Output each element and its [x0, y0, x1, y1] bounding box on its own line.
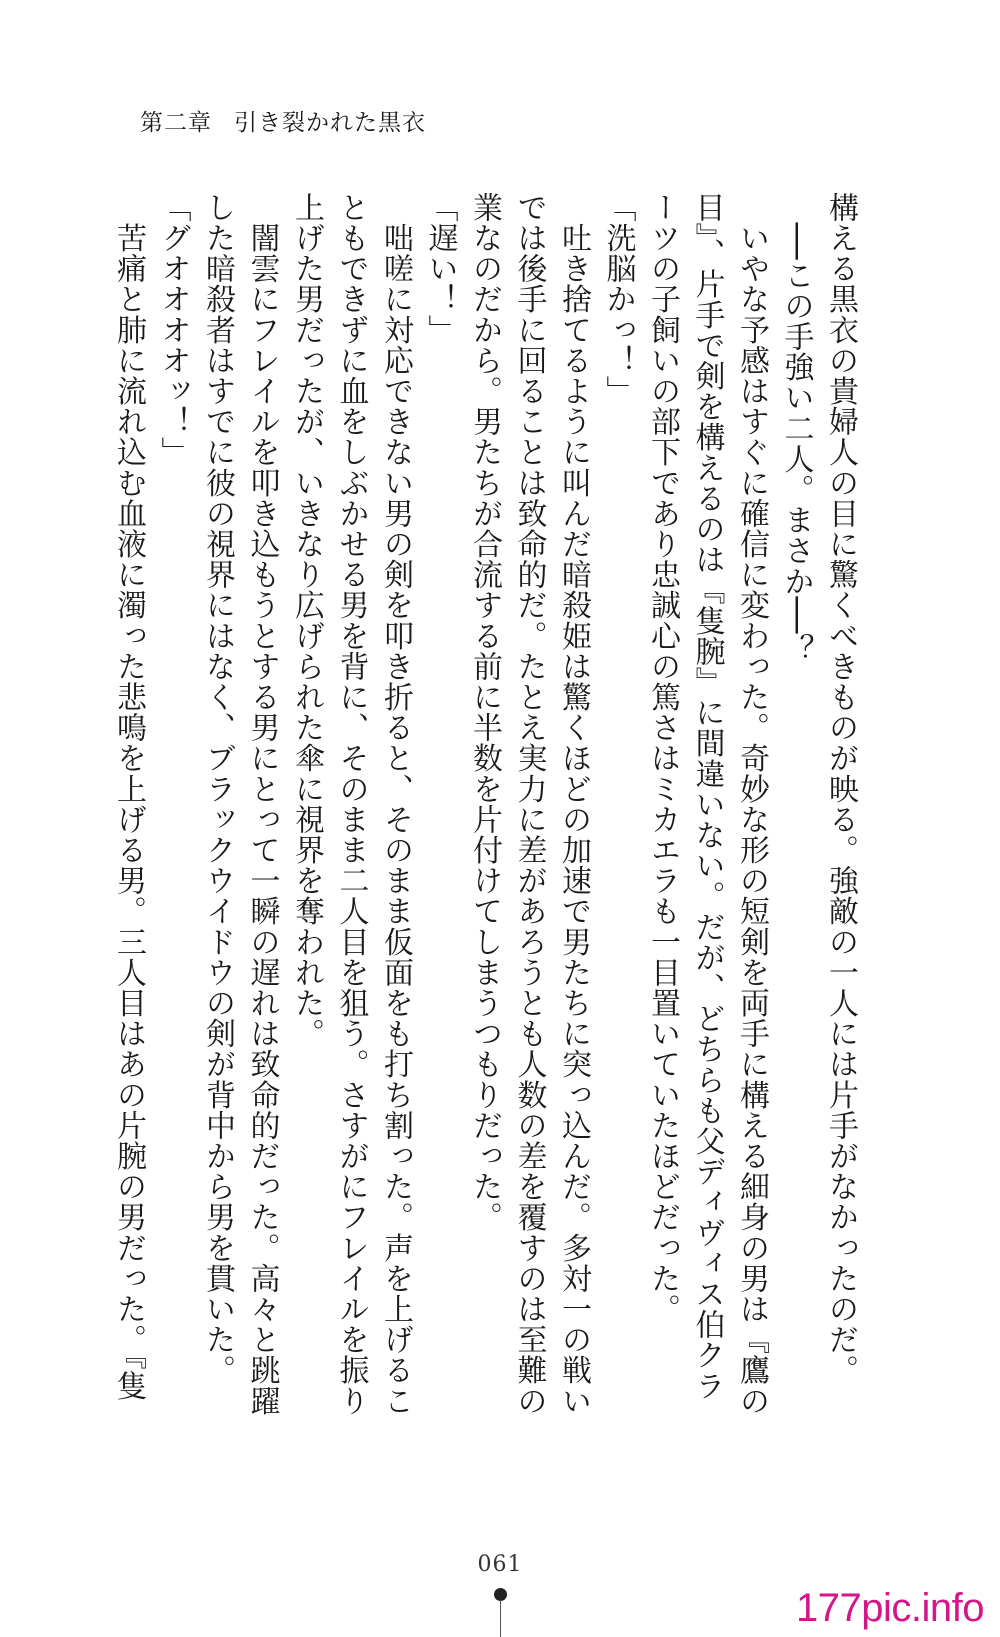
vertical-body-text	[111, 192, 862, 1416]
text-line: 闇雲にフレイルを叩き込もうとする男にとって一瞬の遅れは致命的だった。高々と跳躍	[244, 192, 280, 1416]
text-line: 「洗脳かっ！」	[600, 192, 636, 407]
text-line: ーツの子飼いの部下であり忠誠心の篤さはミカエラも一目置いていたほどだった。	[645, 192, 680, 1325]
chapter-number: 第二章	[140, 110, 212, 136]
text-line: いやな予感はすぐに確信に変わった。奇妙な形の短剣を両手に構える細身の男は『鷹の	[734, 192, 769, 1416]
chapter-title: 引き裂かれた黒衣	[234, 110, 426, 136]
text-line: ──この手強い二人。まさか──？	[778, 192, 814, 665]
text-line: 上げた男だったが、いきなり広げられた傘に視界を奪われた。	[289, 192, 324, 1049]
text-line: 吐き捨てるように叫んだ暗殺姫は驚くほどの加速で男たちに突っ込んだ。多対一の戦い	[556, 192, 591, 1416]
text-line: 「遅い！」	[422, 192, 458, 345]
text-line: では後手に回ることは致命的だ。たとえ実力に差があろうとも人数の差を覆すのは至難の	[511, 192, 547, 1416]
watermark: 177pic.info	[796, 1586, 984, 1630]
text-line: 「グオオオオッ！」	[155, 192, 191, 468]
page-marker-line	[500, 1600, 501, 1637]
text-line: 目』、片手で剣を構えるのは『隻腕』に間違いない。だが、どちらも父ディヴィス伯クラ	[689, 192, 725, 1401]
page-number: 061	[477, 1552, 523, 1577]
text-line: 構える黒衣の貴婦人の目に驚くべきものが映る。強敵の一人には片手がなかったのだ。	[823, 192, 858, 1386]
text-line: 苦痛と肺に流れ込む血液に濁った悲鳴を上げる男。三人目はあの片腕の男だった。『隻	[111, 192, 146, 1401]
text-line: 業なのだから。男たちが合流する前に半数を片付けてしまうつもりだった。	[467, 192, 502, 1233]
text-line: 咄嗟に対応できない男の剣を叩き折ると、そのまま仮面をも打ち割った。声を上げるこ	[378, 192, 413, 1416]
chapter-header	[140, 104, 426, 137]
text-line: ともできずに血をしぶかせる男を背に、そのまま二人目を狙う。さすがにフレイルを振り	[333, 192, 369, 1416]
text-line: した暗殺者はすでに彼の視界にはなく、ブラックウイドウの剣が背中から男を貫いた。	[200, 192, 235, 1386]
